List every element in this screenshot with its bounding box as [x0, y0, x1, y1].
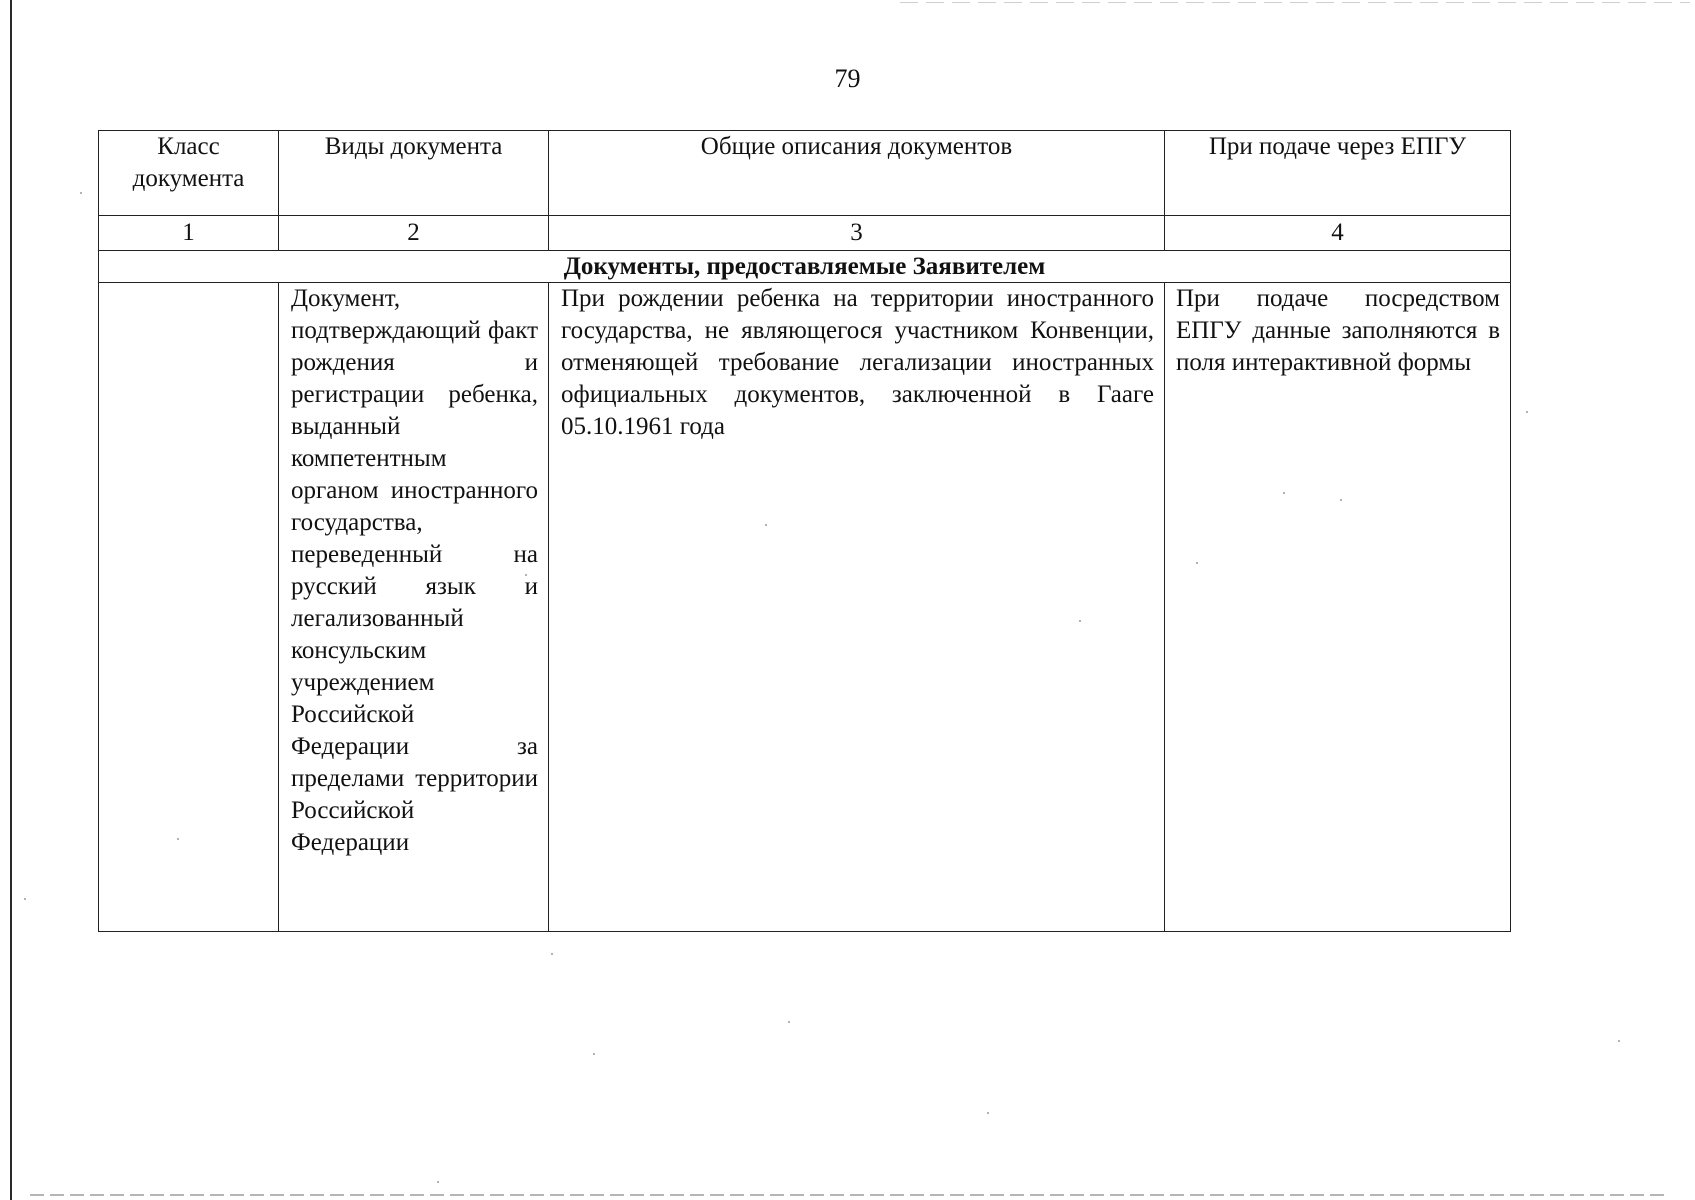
header-epgu-submission-label: При подаче через ЕПГУ	[1208, 133, 1467, 160]
header-document-descriptions	[549, 131, 1165, 216]
section-title: Документы, предоставляемые Заявителем	[99, 251, 1511, 283]
scan-speck	[788, 1021, 790, 1023]
scan-speck	[437, 1181, 439, 1183]
section-row	[99, 251, 1511, 283]
cell-epgu-submission-text: При подаче посредством ЕПГУ данные заполняются в поля интерактивной формы	[1176, 285, 1500, 376]
scan-speck	[24, 898, 26, 900]
column-number-2: 2	[279, 216, 549, 251]
table-row	[99, 283, 1511, 932]
header-document-class-label: Класс документа	[132, 133, 245, 192]
scan-speck	[987, 1112, 989, 1114]
page-number: 79	[834, 64, 861, 93]
header-document-descriptions-label: Общие описания документов	[700, 133, 1013, 160]
header-document-types	[279, 131, 549, 216]
cell-document-type-text: Документ, подтверждающий факт рождения и регистрации ребенка, выданный компетентным органом иностранного государства, переведенный на русский язык и легализованный консульским учреждением Российской Федерации за пределами территории Российской Федерации	[291, 285, 538, 856]
cell-epgu-submission	[1165, 283, 1511, 932]
cell-document-class	[99, 283, 279, 932]
column-number-row	[99, 216, 1511, 251]
cell-document-type	[279, 283, 549, 932]
scan-edge-left	[10, 0, 12, 1200]
scan-speck	[1618, 1040, 1620, 1042]
scan-edge-top	[900, 2, 1690, 3]
documents-table	[98, 130, 1511, 932]
header-document-class	[99, 131, 279, 216]
scan-speck	[1526, 411, 1528, 413]
header-document-types-label: Виды документа	[324, 133, 503, 160]
scan-speck	[80, 192, 82, 194]
column-number-1: 1	[99, 216, 279, 251]
cell-document-description-text: При рождении ребенка на территории иностранного государства, не являющегося участником Конвенции, отменяющей требование легализации иностранных официальных документов, заключенной в Гааге 05.10.1961 года	[561, 285, 1154, 440]
scan-edge-bottom	[30, 1194, 1670, 1196]
scan-speck	[593, 1053, 595, 1055]
column-number-4: 4	[1165, 216, 1511, 251]
column-number-3: 3	[549, 216, 1165, 251]
header-epgu-submission	[1165, 131, 1511, 216]
scan-speck	[551, 953, 553, 955]
header-row	[99, 131, 1511, 216]
cell-document-description	[549, 283, 1165, 932]
